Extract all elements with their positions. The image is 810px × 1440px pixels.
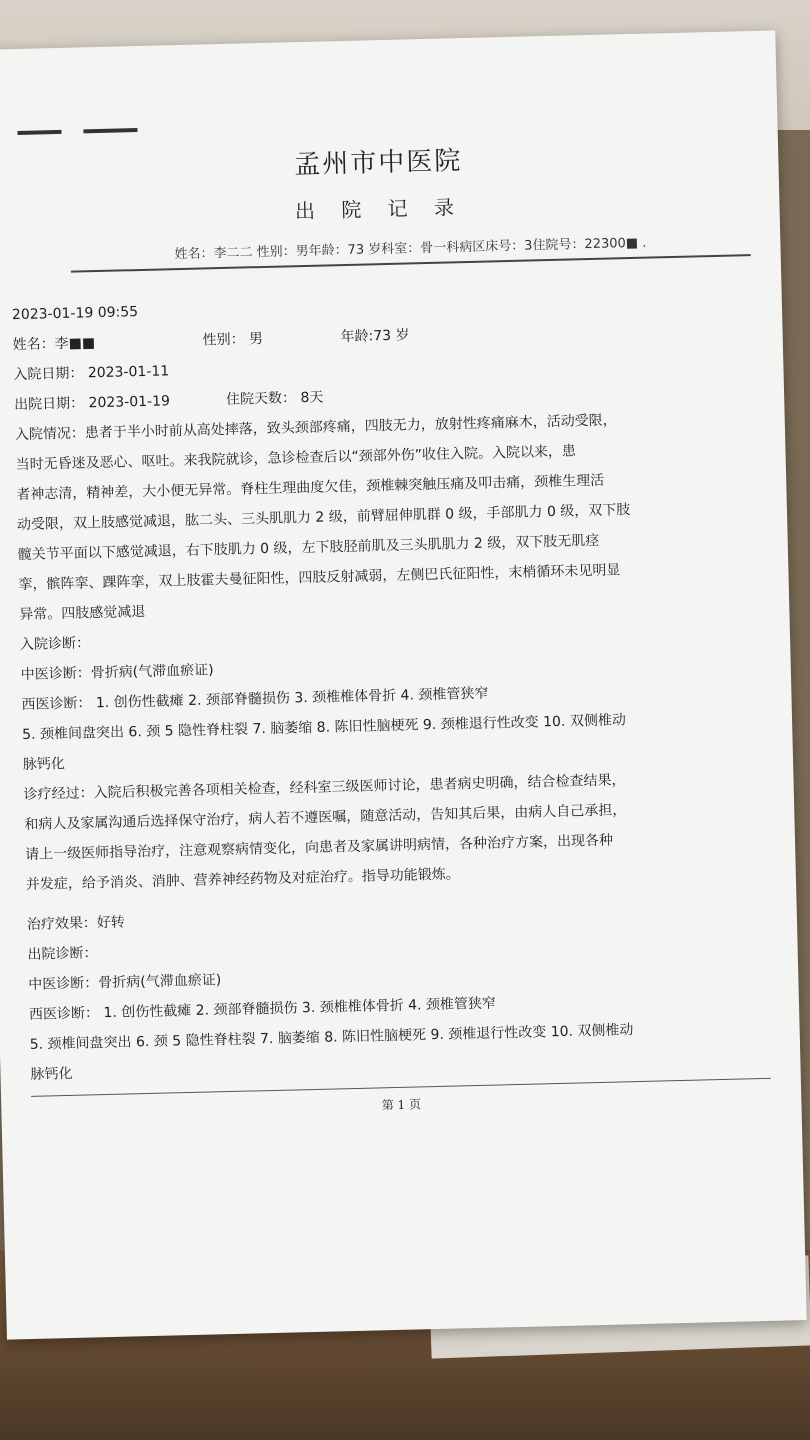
- admission-status: [15, 402, 760, 630]
- admit-date: 入院日期： 2023-01-11: [13, 363, 170, 384]
- admission-status-line: 髋关节平面以下感觉减退，右下肢肌力 0 级，左下肢胫前肌及三头肌肌力 2 级，双下肢无肌痉: [17, 532, 600, 564]
- treatment-course-line: 诊疗经过：入院后积极完善各项相关检查，经科室三级医师讨论，患者病史明确，结合检查结果，: [23, 772, 626, 803]
- record-content: [12, 282, 772, 1122]
- admission-status-line: 异常。四肢感觉减退: [19, 603, 146, 624]
- record-time: 2023-01-19 09:55: [11, 304, 139, 324]
- admit-wm-diagnosis-line: 5. 颈椎间盘突出 6. 颈 5 隐性脊柱裂 7. 脑萎缩 8. 陈旧性脑梗死 9. 颈椎退行性改变 10. 双侧椎动: [22, 712, 627, 744]
- treatment-course-line: 并发症，给予消炎、消肿、营养神经药物及对症治疗。指导功能锻炼。: [25, 866, 460, 893]
- treatment-effect: 治疗效果：好转: [26, 914, 126, 933]
- discharge-tcm-diagnosis: 中医诊断：骨折病(气滞血瘀证): [28, 972, 222, 993]
- admission-status-line: 者神志清，精神差，大小便无异常。脊柱生理曲度欠佳，颈椎棘突触压痛及叩击痛，颈椎生理活: [16, 472, 605, 504]
- admission-status-line: 挛，髌阵挛、踝阵挛，双上肢霍夫曼征阳性，四肢反射减弱，左侧巴氏征阳性，末梢循环未见明显: [18, 562, 621, 594]
- stay-days: 住院天数： 8天: [225, 389, 324, 408]
- admit-diagnosis-label: 入院诊断：: [19, 635, 91, 654]
- discharge-diagnosis-label: 出院诊断：: [27, 945, 98, 963]
- document-body: [7, 91, 772, 1122]
- treatment-course-line: 和病人及家属沟通后选择保守治疗，病人若不遵医嘱，随意活动，告知其后果，由病人自己承担，: [24, 802, 627, 833]
- patient-header-info: 姓名：李二二 性别：男年龄：73 岁科室：骨一科病区床号：3住院号：22300■ .: [70, 229, 750, 273]
- admission-status-line: 动受限，双上肢感觉减退，肱二头、三头肌肌力 2 级，前臂屈伸肌群 0 级，手部肌力 0 级，双下肢: [16, 502, 631, 534]
- discharge-wm-diagnosis-line: 西医诊断： 1. 创伤性截瘫 2. 颈部脊髓损伤 3. 颈椎椎体骨折 4. 颈椎管狭窄: [28, 995, 497, 1023]
- admit-wm-diagnosis-line: 西医诊断： 1. 创伤性截瘫 2. 颈部脊髓损伤 3. 颈椎椎体骨折 4. 颈椎管狭窄: [21, 685, 489, 714]
- patient-age: 年龄:73 岁: [340, 327, 410, 346]
- treatment-course: [23, 762, 766, 900]
- patient-name: 姓名：李■■: [12, 335, 96, 354]
- admission-status-line: 入院情况：患者于半小时前从高处摔落，致头颈部疼痛，四肢无力，放射性疼痛麻木，活动受限，: [14, 412, 617, 444]
- discharge-wm-diagnosis-line: 脉钙化: [30, 1065, 73, 1083]
- admit-wm-diagnosis-line: 脉钙化: [22, 755, 66, 774]
- treatment-course-line: 请上一级医师指导治疗，注意观察病情变化，向患者及家属讲明病情，各种治疗方案，出现各种: [24, 832, 614, 863]
- discharge-record-paper: [0, 30, 807, 1339]
- corner-dash: [83, 128, 137, 133]
- patient-gender: 性别： 男: [202, 331, 264, 349]
- admission-status-line: 当时无昏迷及恶心、呕吐。来我院就诊，急诊检查后以“颈部外伤”收住入院。入院以来，患: [15, 443, 577, 474]
- discharge-date: 出院日期： 2023-01-19: [13, 393, 171, 414]
- discharge-wm-diagnosis-line: 5. 颈椎间盘突出 6. 颈 5 隐性脊柱裂 7. 脑萎缩 8. 陈旧性脑梗死 9. 颈椎退行性改变 10. 双侧椎动: [29, 1022, 634, 1053]
- corner-dash: [17, 130, 61, 135]
- hospital-name: 孟州市中医院: [293, 146, 463, 181]
- page-number: 第 1 页: [381, 1097, 422, 1113]
- document-title: 出 院 记 录: [294, 195, 465, 224]
- admit-tcm-diagnosis: 中医诊断：骨折病(气滞血瘀证): [20, 662, 214, 684]
